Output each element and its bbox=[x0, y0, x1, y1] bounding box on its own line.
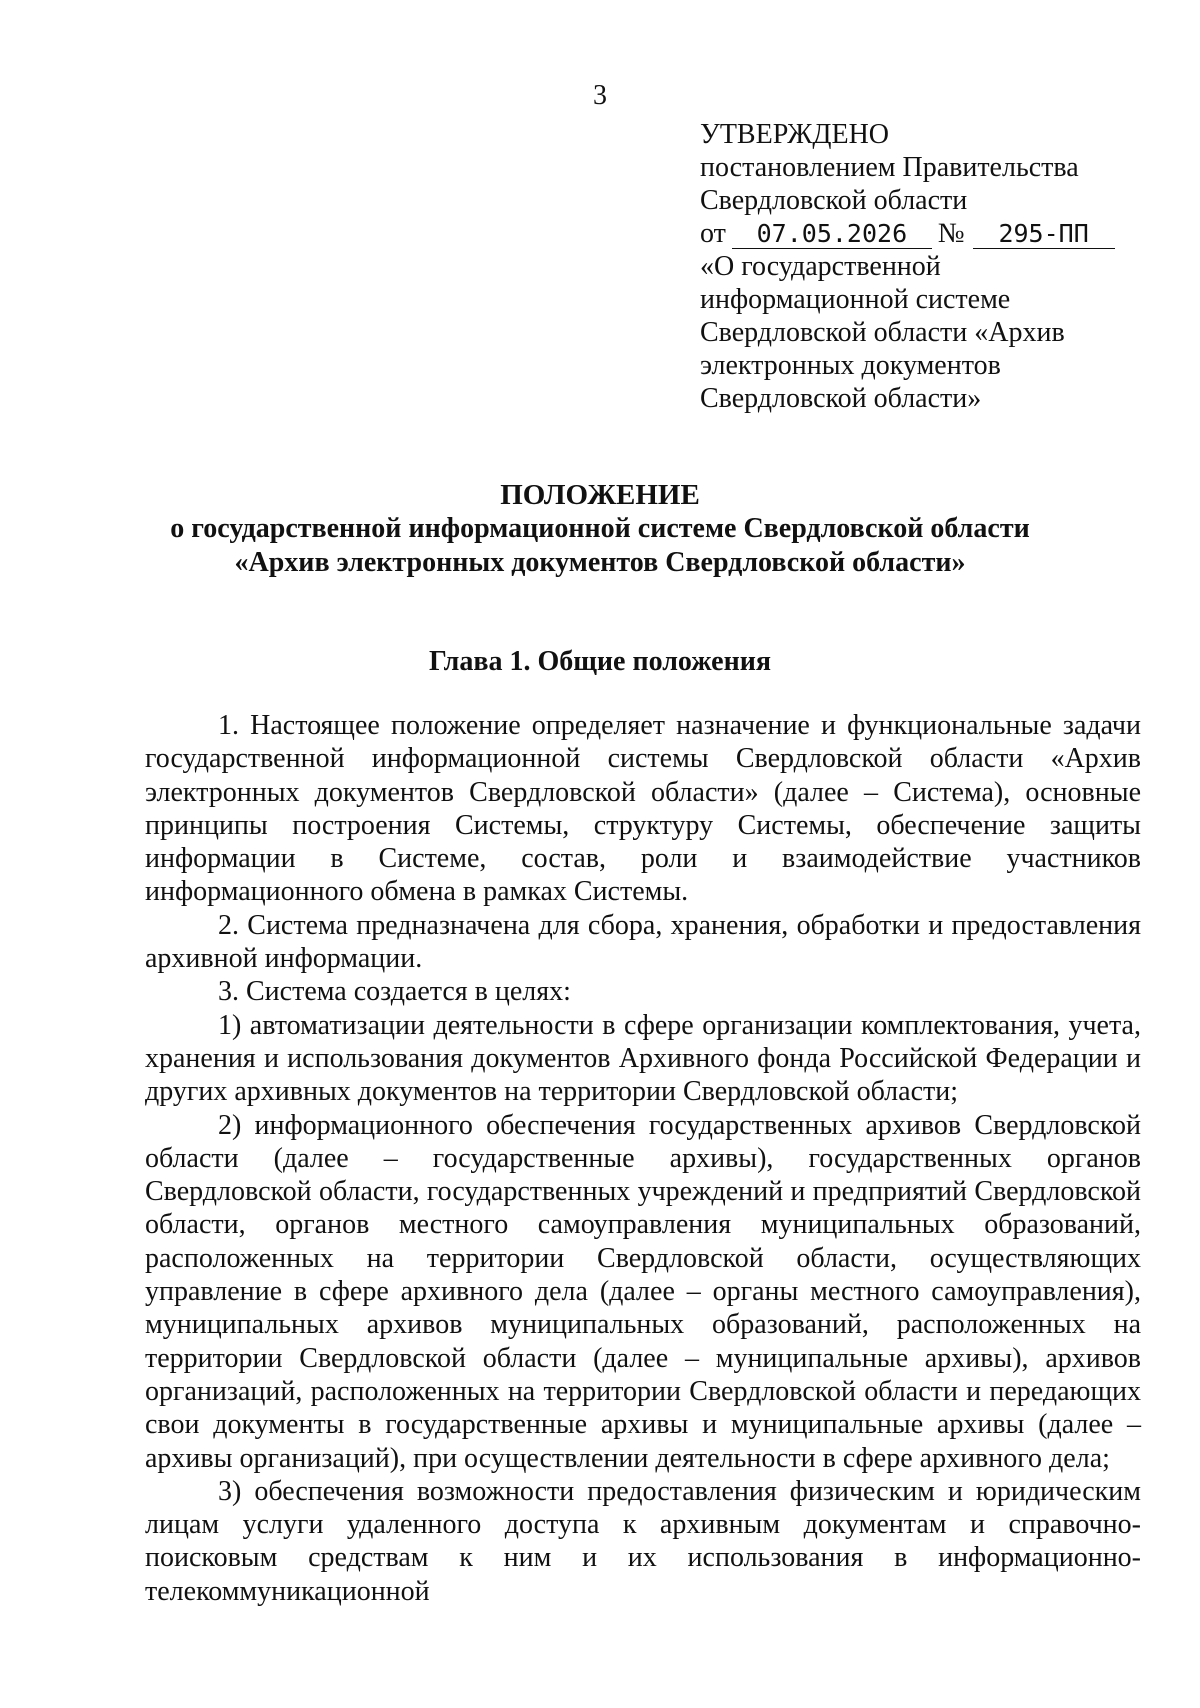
document-title bbox=[0, 478, 1200, 580]
approval-subject-line: электронных документов bbox=[700, 350, 1001, 381]
approval-subject-line: Свердловской области» bbox=[700, 383, 982, 414]
paragraph: 1. Настоящее положение определяет назначение и функциональные задачи государственной информационной системы Свердловской области «Архив электронных документов Свердловской области» (далее – Система), основные принципы построения Системы, структуру Системы, обеспечение защиты информации в Системе, состав, роли и взаимодействие участников информационного обмена в рамках Системы. bbox=[145, 710, 1141, 908]
approval-number: 295-ПП bbox=[973, 220, 1115, 249]
paragraph: 2) информационного обеспечения государственных архивов Свердловской области (далее – государственные архивы), государственных органов Свердловской области, государственных учреждений и предприятий Свердловской области, органов местного самоуправления муниципальных образований, расположенных на территории Свердловской области, осуществляющих управление в сфере архивного дела (далее – органы местного самоуправления), муниципальных архивов муниципальных образований, расположенных на территории Свердловской области (далее – муниципальные архивы), архивов организаций, расположенных на территории Свердловской области и передающих свои документы в государственные архивы и муниципальные архивы (далее – архивы организаций), при осуществлении деятельности в сфере архивного дела; bbox=[145, 1109, 1141, 1474]
paragraph: 3) обеспечения возможности предоставления физическим и юридическим лицам услуги удаленного доступа к архивным документам и справочно-поисковым средствам к ним и их использования в информационно-телекоммуникационной bbox=[145, 1475, 1141, 1607]
approval-stamp-block bbox=[700, 118, 1140, 415]
page-number: 3 bbox=[593, 80, 607, 111]
number-label: № bbox=[937, 218, 965, 249]
approval-date-number-line bbox=[700, 217, 1140, 250]
approval-subject-line: информационной системе bbox=[700, 284, 1011, 315]
chapter-title: Глава 1. Общие положения bbox=[428, 646, 771, 677]
title-line-2: «Архив электронных документов Свердловской области» bbox=[234, 547, 966, 578]
approval-subject-line: «О государственной bbox=[700, 251, 941, 282]
approval-line-2: Свердловской области bbox=[700, 185, 968, 216]
approval-subject-line: Свердловской области «Архив bbox=[700, 317, 1065, 348]
paragraph: 3. Система создается в целях: bbox=[218, 976, 571, 1008]
paragraph: 2. Система предназначена для сбора, хранения, обработки и предоставления архивной информации. bbox=[145, 909, 1141, 975]
paragraph: 1) автоматизации деятельности в сфере организации комплектования, учета, хранения и использования документов Архивного фонда Российской Федерации и других архивных документов на территории Свердловской области; bbox=[145, 1009, 1141, 1108]
title-line-1: о государственной информационной системе Свердловской области bbox=[170, 513, 1030, 544]
body-text bbox=[145, 709, 1141, 1608]
approval-heading: УТВЕРЖДЕНО bbox=[700, 119, 890, 150]
title-heading: ПОЛОЖЕНИЕ bbox=[500, 479, 700, 511]
approval-date: 07.05.2026 bbox=[732, 220, 932, 249]
from-label: от bbox=[700, 218, 726, 249]
approval-line-1: постановлением Правительства bbox=[700, 152, 1079, 183]
